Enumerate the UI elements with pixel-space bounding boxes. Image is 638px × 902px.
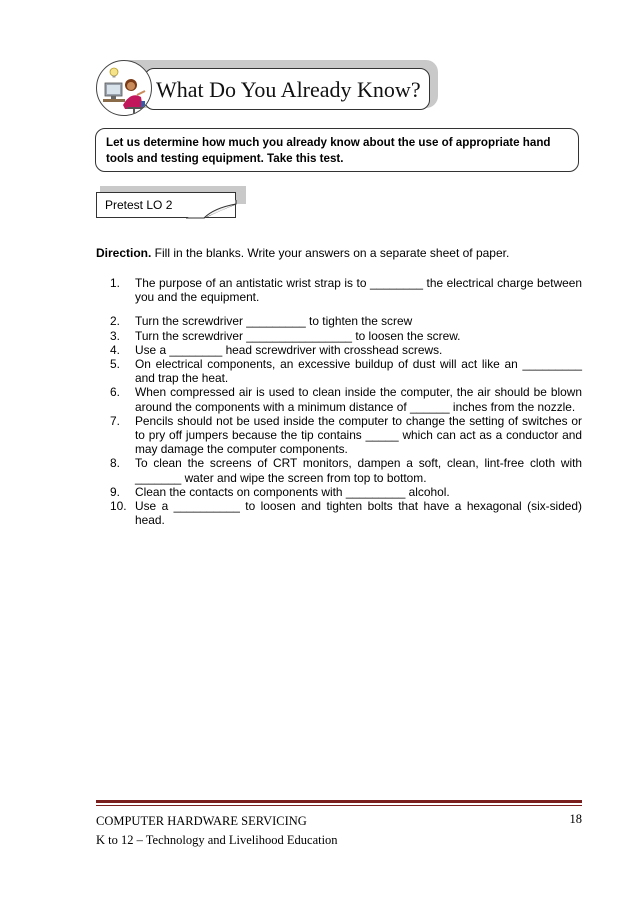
question-number: 6. [110,385,120,400]
question-text: To clean the screens of CRT monitors, dampen a soft, clean, lint-free cloth with _______ water and wipe the screen from top to bottom. [135,456,582,485]
question-number: 8. [110,456,120,471]
intro-line-1: Let us determine how much you already know about the use of appropriate hand [106,136,551,149]
section-header [96,58,441,122]
list-item [110,343,582,357]
intro-instructions [95,128,579,172]
question-number: 9. [110,484,120,499]
list-item [110,357,582,385]
list-item [110,414,582,457]
question-number: 1. [110,276,120,290]
list-item [110,499,582,527]
question-list [110,276,582,527]
direction-text: Fill in the blanks. Write your answers on a separate sheet of paper. [151,246,510,260]
question-number: 7. [110,413,120,428]
question-text: When compressed air is used to clean inside the computer, the air should be blown around the components with a minimum distance of ______ inches from the nozzle. [135,385,582,414]
footer-program: K to 12 – Technology and Livelihood Education [96,833,338,847]
question-text: Pencils should not be used inside the computer to change the setting of switches or to pry off jumpers because the tip contains _____ which can act as a conductor and may damage the computer components. [135,413,582,457]
list-item [110,314,582,328]
footer-course-title: COMPUTER HARDWARE SERVICING [96,814,307,828]
question-text: On electrical components, an excessive buildup of dust will act like an _________ and trap the heat. [135,357,582,386]
question-text: The purpose of an antistatic wrist strap is to ________ the electrical charge between you and the equipment. [135,276,582,305]
list-item [110,329,582,343]
question-number: 5. [110,357,120,372]
list-item [110,485,582,499]
list-item [110,385,582,413]
question-number: 4. [110,342,120,357]
footer-rule-thick [96,800,582,803]
footer-rule-thin [96,805,582,806]
question-number: 10. [110,499,127,514]
question-number: 3. [110,328,120,343]
student-at-computer-icon [96,60,152,116]
pretest-label: Pretest LO 2 [96,192,236,218]
list-item [110,276,582,304]
question-text: Use a __________ to loosen and tighten bolts that have a hexagonal (six-sided) head. [135,499,582,528]
question-text: Turn the screwdriver _________ to tighten the screw [135,314,413,329]
section-title: What Do You Already Know? [156,77,421,102]
pretest-tag [96,186,246,226]
page-fold-icon [180,200,238,222]
question-text: Use a ________ head screwdriver with crosshead screws. [135,342,443,357]
footer-text [96,812,338,850]
question-text: Clean the contacts on components with _________ alcohol. [135,484,450,499]
question-text: Turn the screwdriver ________________ to loosen the screw. [135,328,461,343]
list-item [110,456,582,484]
intro-line-2: tools and testing equipment. Take this test. [106,152,344,165]
page-number: 18 [569,812,582,826]
direction-lead: Direction. [96,246,152,260]
direction-paragraph [96,246,586,261]
question-number: 2. [110,314,120,329]
